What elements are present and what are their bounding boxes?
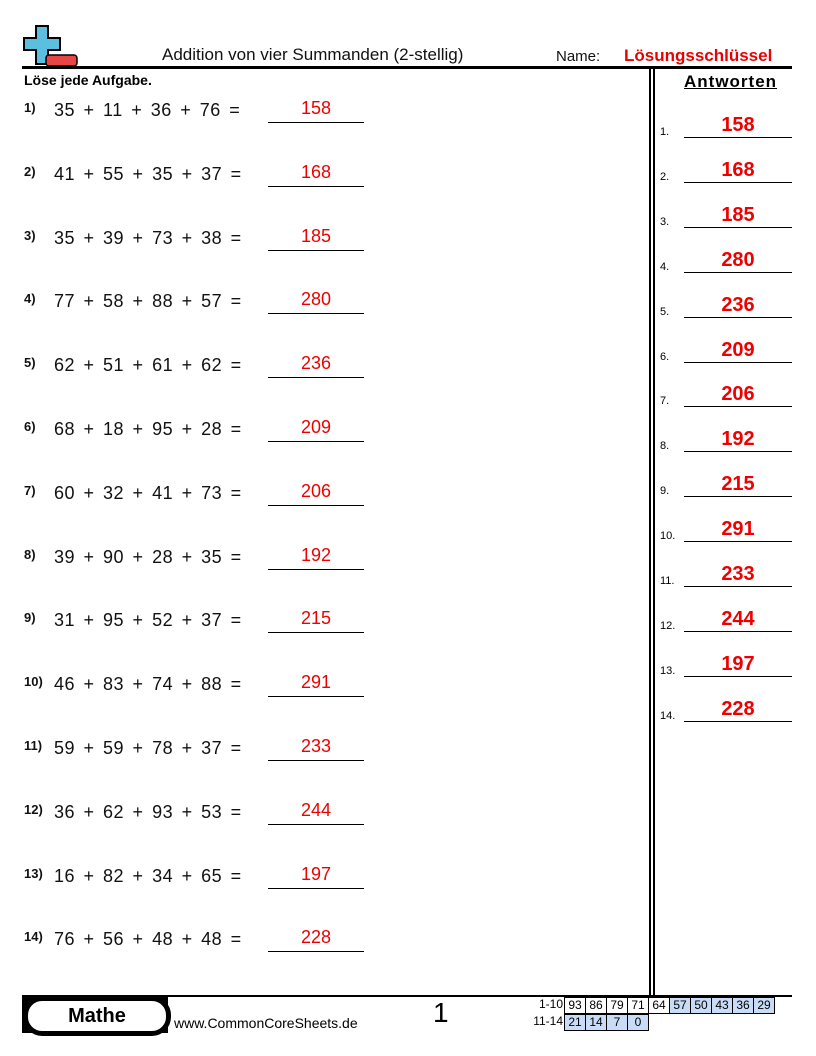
answer-key-number: 4. xyxy=(660,260,670,273)
problem-row xyxy=(24,799,332,832)
answer-field[interactable]: 168 xyxy=(268,162,364,187)
problem-row xyxy=(24,927,332,959)
answer-field[interactable]: 233 xyxy=(268,736,364,761)
problem-expression: 39 + 90 + 28 + 35 = xyxy=(54,546,242,567)
answer-key-number: 13. xyxy=(660,664,676,677)
problem-expression: 76 + 56 + 48 + 48 = xyxy=(54,929,242,950)
problem-number: 10) xyxy=(24,674,43,690)
problem-row xyxy=(24,863,332,896)
answer-key-title: Antworten xyxy=(684,72,778,91)
answer-field[interactable]: 206 xyxy=(268,481,364,506)
problem-number: 14) xyxy=(24,929,43,945)
answer-key-number: 2. xyxy=(660,170,670,183)
score-cell: 43 xyxy=(711,997,733,1014)
name-label: Name: xyxy=(556,48,601,65)
problem-number: 12) xyxy=(24,801,43,817)
answer-key-value: 215 xyxy=(684,472,792,497)
problem-row xyxy=(24,353,332,385)
problem-expression: 46 + 83 + 74 + 88 = xyxy=(54,674,242,695)
score-cell: 71 xyxy=(627,997,649,1014)
answer-key-item xyxy=(660,203,792,228)
answer-key-item xyxy=(660,565,792,587)
problem-expression: 31 + 95 + 52 + 37 = xyxy=(54,610,242,631)
name-value: Lösungsschlüssel xyxy=(624,46,773,65)
answer-field[interactable]: 244 xyxy=(268,800,364,825)
answer-field[interactable]: 192 xyxy=(268,545,364,570)
answer-field[interactable]: 236 xyxy=(268,353,364,378)
subject-badge: Mathe xyxy=(26,999,168,1033)
score-cell: 93 xyxy=(564,997,586,1014)
problem-row xyxy=(24,544,332,577)
problem-row xyxy=(24,672,332,704)
score-row-label: 1-10 xyxy=(538,997,563,1011)
answer-key-item xyxy=(660,248,792,273)
page-number: 1 xyxy=(433,997,449,1028)
problem-number: 11) xyxy=(24,738,43,753)
answer-key-number: 3. xyxy=(660,215,670,228)
answer-key-item xyxy=(660,430,792,452)
score-cell: 79 xyxy=(606,997,628,1014)
problem-expression: 41 + 55 + 35 + 37 = xyxy=(54,163,242,184)
answer-field[interactable]: 291 xyxy=(268,672,364,697)
answer-key-number: 9. xyxy=(660,485,670,498)
answer-key-value: 280 xyxy=(684,248,792,273)
answer-key-item xyxy=(660,338,792,363)
problem-expression: 36 + 62 + 93 + 53 = xyxy=(54,801,242,822)
answer-key-value: 244 xyxy=(684,607,792,632)
column-divider xyxy=(653,69,655,995)
problem-number: 4) xyxy=(24,291,36,307)
problem-number: 7) xyxy=(24,482,36,498)
answer-field[interactable]: 280 xyxy=(268,289,364,314)
problem-row xyxy=(24,736,332,768)
answer-key-number: 5. xyxy=(660,305,670,318)
score-cell: 64 xyxy=(648,997,670,1014)
score-cell: 0 xyxy=(627,1014,649,1031)
answer-key-item xyxy=(660,475,792,497)
instructions: Löse jede Aufgabe. xyxy=(24,72,152,88)
website-url: www.CommonCoreSheets.de xyxy=(174,1015,358,1031)
answer-key-number: 1. xyxy=(660,126,670,138)
score-cell: 36 xyxy=(732,997,754,1014)
score-cell: 86 xyxy=(585,997,607,1014)
problem-expression: 68 + 18 + 95 + 28 = xyxy=(54,419,242,439)
answer-key-number: 12. xyxy=(660,619,676,632)
answer-key-value: 158 xyxy=(684,113,792,138)
answer-field[interactable]: 197 xyxy=(268,864,364,889)
score-cell: 57 xyxy=(669,997,691,1014)
answer-key-item xyxy=(660,116,792,138)
answer-key-number: 14. xyxy=(660,709,676,722)
problem-number: 2) xyxy=(24,163,36,179)
answer-key-number: 11. xyxy=(660,575,675,587)
score-row-label: 11-14 xyxy=(533,1014,563,1028)
problem-number: 3) xyxy=(24,227,36,243)
answer-field[interactable]: 215 xyxy=(268,608,364,633)
answer-key-value: 233 xyxy=(684,562,792,587)
problem-expression: 60 + 32 + 41 + 73 = xyxy=(54,482,242,503)
problem-expression: 77 + 58 + 88 + 57 = xyxy=(54,291,242,312)
problem-row xyxy=(24,417,332,449)
answer-field[interactable]: 228 xyxy=(268,927,364,952)
answer-key-value: 192 xyxy=(684,427,792,452)
answer-key-item xyxy=(660,607,792,632)
header-divider xyxy=(22,66,792,69)
problem-row xyxy=(24,161,332,194)
problem-expression: 35 + 11 + 36 + 76 = xyxy=(54,100,241,120)
answer-key-item xyxy=(660,158,792,183)
answer-key-item xyxy=(660,697,792,722)
column-divider xyxy=(649,69,651,995)
score-cell: 21 xyxy=(564,1014,586,1031)
answer-key-item xyxy=(660,520,792,542)
worksheet-title: Addition von vier Summanden (2-stellig) xyxy=(162,45,464,64)
plus-minus-logo-icon xyxy=(22,24,80,68)
score-cell: 14 xyxy=(585,1014,607,1031)
problem-row xyxy=(24,289,332,321)
answer-key-number: 8. xyxy=(660,440,670,453)
answer-field[interactable]: 209 xyxy=(268,417,364,442)
problem-row xyxy=(24,480,332,513)
problem-number: 5) xyxy=(24,355,36,371)
problem-number: 9) xyxy=(24,610,36,626)
answer-key-number: 6. xyxy=(660,350,670,363)
answer-key-value: 185 xyxy=(684,203,792,228)
problem-number: 13) xyxy=(24,865,43,881)
answer-key-value: 236 xyxy=(684,293,792,318)
problem-number: 8) xyxy=(24,546,36,562)
problem-number: 1) xyxy=(24,100,36,115)
answer-field[interactable]: 158 xyxy=(268,98,364,123)
problem-expression: 59 + 59 + 78 + 37 = xyxy=(54,738,242,758)
answer-field[interactable]: 185 xyxy=(268,226,364,251)
problem-expression: 35 + 39 + 73 + 38 = xyxy=(54,227,242,248)
problem-expression: 16 + 82 + 34 + 65 = xyxy=(54,865,242,886)
answer-key-value: 168 xyxy=(684,158,792,183)
score-row xyxy=(528,1014,649,1031)
problem-row xyxy=(24,225,332,258)
answer-key-number: 10. xyxy=(660,530,676,543)
problem-number: 6) xyxy=(24,419,36,434)
answer-key-item xyxy=(660,652,792,677)
answer-key-value: 291 xyxy=(684,517,792,542)
problem-row xyxy=(24,98,332,130)
answer-key-number: 7. xyxy=(660,395,670,408)
answer-key-value: 228 xyxy=(684,697,792,722)
score-cell: 29 xyxy=(753,997,775,1014)
problem-row xyxy=(24,608,332,640)
score-cell: 7 xyxy=(606,1014,628,1031)
answer-key-value: 206 xyxy=(684,382,792,407)
answer-key-item xyxy=(660,385,792,407)
answer-key-item xyxy=(660,293,792,318)
problem-expression: 62 + 51 + 61 + 62 = xyxy=(54,355,242,376)
answer-key-value: 209 xyxy=(684,338,792,363)
answer-key-value: 197 xyxy=(684,652,792,677)
score-cell: 50 xyxy=(690,997,712,1014)
score-row xyxy=(528,997,775,1014)
